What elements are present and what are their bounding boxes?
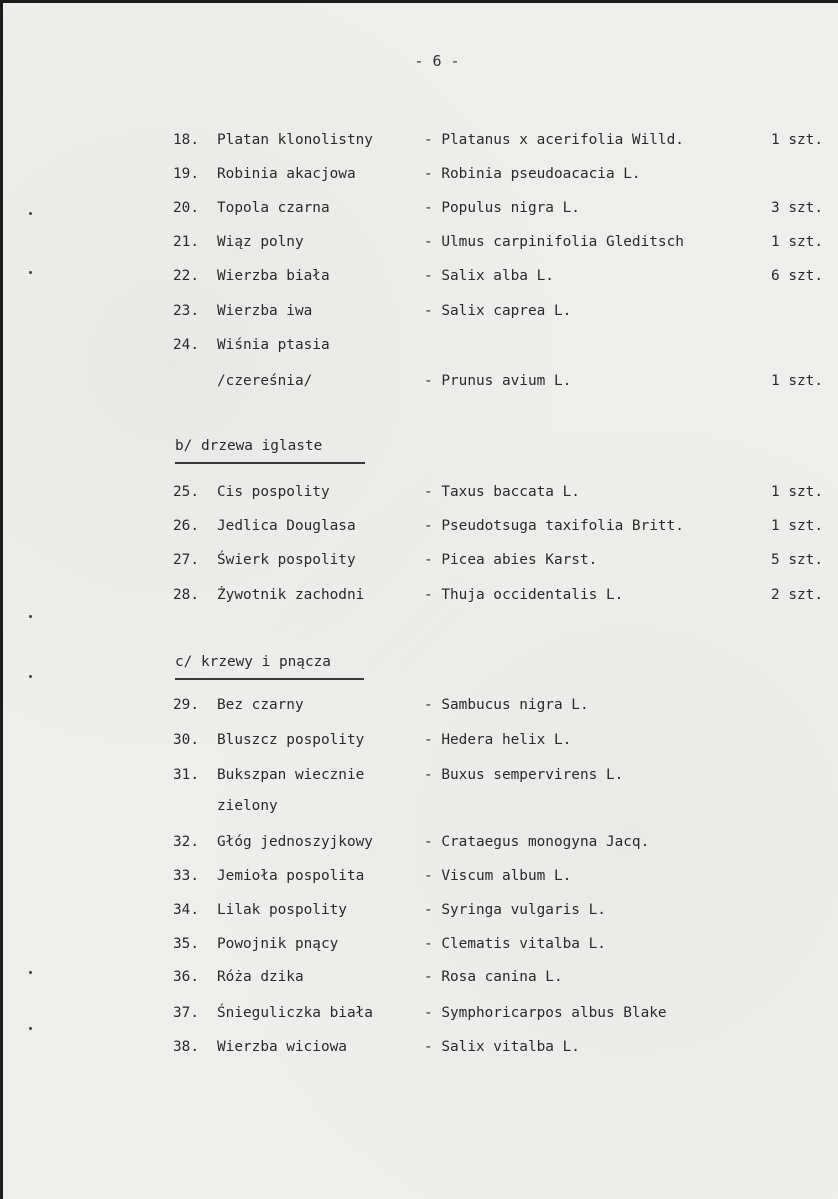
polish-name: Cis pospolity: [217, 484, 330, 500]
latin-name: - Buxus sempervirens L.: [424, 767, 624, 783]
entry-number: 29.: [173, 697, 199, 713]
quantity: 1 szt.: [771, 132, 823, 148]
entry-number: 21.: [173, 234, 199, 250]
latin-name: - Syringa vulgaris L.: [424, 902, 606, 918]
quantity: 5 szt.: [771, 552, 823, 568]
polish-name: Wierzba iwa: [217, 303, 313, 319]
margin-speck: [29, 1027, 32, 1030]
quantity: 6 szt.: [771, 268, 823, 284]
latin-name: - Prunus avium L.: [424, 373, 572, 389]
latin-name: - Populus nigra L.: [424, 200, 580, 216]
latin-name: - Rosa canina L.: [424, 969, 563, 985]
quantity: 2 szt.: [771, 587, 823, 603]
polish-name: Żywotnik zachodni: [217, 587, 365, 603]
polish-name: /czereśnia/: [217, 373, 313, 389]
entry-number: 35.: [173, 936, 199, 952]
latin-name: - Ulmus carpinifolia Gleditsch: [424, 234, 684, 250]
entry-number: 22.: [173, 268, 199, 284]
quantity: 1 szt.: [771, 518, 823, 534]
polish-name: Bez czarny: [217, 697, 304, 713]
polish-name: Powojnik pnący: [217, 936, 339, 952]
margin-speck: [29, 212, 32, 215]
entry-number: 18.: [173, 132, 199, 148]
polish-name: Topola czarna: [217, 200, 330, 216]
latin-name: - Crataegus monogyna Jacq.: [424, 834, 650, 850]
polish-name: Platan klonolistny: [217, 132, 373, 148]
entry-number: 38.: [173, 1039, 199, 1055]
entry-number: 37.: [173, 1005, 199, 1021]
entry-number: 33.: [173, 868, 199, 884]
polish-name: Jedlica Douglasa: [217, 518, 356, 534]
entry-number: 27.: [173, 552, 199, 568]
entry-number: 31.: [173, 767, 199, 783]
entry-number: 36.: [173, 969, 199, 985]
entry-number: 30.: [173, 732, 199, 748]
margin-speck: [29, 271, 32, 274]
latin-name: - Viscum album L.: [424, 868, 572, 884]
entry-number: 25.: [173, 484, 199, 500]
margin-speck: [29, 971, 32, 974]
entry-number: 20.: [173, 200, 199, 216]
latin-name: - Sambucus nigra L.: [424, 697, 589, 713]
document-page: [3, 3, 838, 1199]
latin-name: - Hedera helix L.: [424, 732, 572, 748]
section-c-heading: c/ krzewy i pnącza: [175, 654, 331, 670]
polish-name: Róża dzika: [217, 969, 304, 985]
latin-name: - Thuja occidentalis L.: [424, 587, 624, 603]
entry-number: 34.: [173, 902, 199, 918]
quantity: 3 szt.: [771, 200, 823, 216]
entry-number: 23.: [173, 303, 199, 319]
entry-number: 28.: [173, 587, 199, 603]
latin-name: - Taxus baccata L.: [424, 484, 580, 500]
polish-name: Świerk pospolity: [217, 552, 356, 568]
polish-name: zielony: [217, 798, 278, 814]
polish-name: Robinia akacjowa: [217, 166, 356, 182]
latin-name: - Platanus x acerifolia Willd.: [424, 132, 684, 148]
polish-name: Wiśnia ptasia: [217, 337, 330, 353]
latin-name: - Picea abies Karst.: [424, 552, 598, 568]
latin-name: - Salix vitalba L.: [424, 1039, 580, 1055]
polish-name: Głóg jednoszyjkowy: [217, 834, 373, 850]
latin-name: - Salix alba L.: [424, 268, 554, 284]
polish-name: Bluszcz pospolity: [217, 732, 365, 748]
latin-name: - Robinia pseudoacacia L.: [424, 166, 641, 182]
entry-number: 19.: [173, 166, 199, 182]
margin-speck: [29, 675, 32, 678]
entry-number: 24.: [173, 337, 199, 353]
polish-name: Wierzba wiciowa: [217, 1039, 347, 1055]
quantity: 1 szt.: [771, 234, 823, 250]
latin-name: - Pseudotsuga taxifolia Britt.: [424, 518, 684, 534]
page-number: - 6 -: [414, 52, 460, 70]
polish-name: Wierzba biała: [217, 268, 330, 284]
polish-name: Bukszpan wiecznie: [217, 767, 365, 783]
latin-name: - Salix caprea L.: [424, 303, 572, 319]
polish-name: Jemioła pospolita: [217, 868, 365, 884]
polish-name: Lilak pospolity: [217, 902, 347, 918]
entry-number: 32.: [173, 834, 199, 850]
latin-name: - Symphoricarpos albus Blake: [424, 1005, 667, 1021]
polish-name: Śnieguliczka biała: [217, 1005, 373, 1021]
section-c-heading-underline: [175, 678, 364, 680]
quantity: 1 szt.: [771, 373, 823, 389]
section-b-heading-underline: [175, 462, 365, 464]
quantity: 1 szt.: [771, 484, 823, 500]
section-b-heading: b/ drzewa iglaste: [175, 438, 323, 454]
latin-name: - Clematis vitalba L.: [424, 936, 606, 952]
margin-speck: [29, 615, 32, 618]
entry-number: 26.: [173, 518, 199, 534]
polish-name: Wiąz polny: [217, 234, 304, 250]
